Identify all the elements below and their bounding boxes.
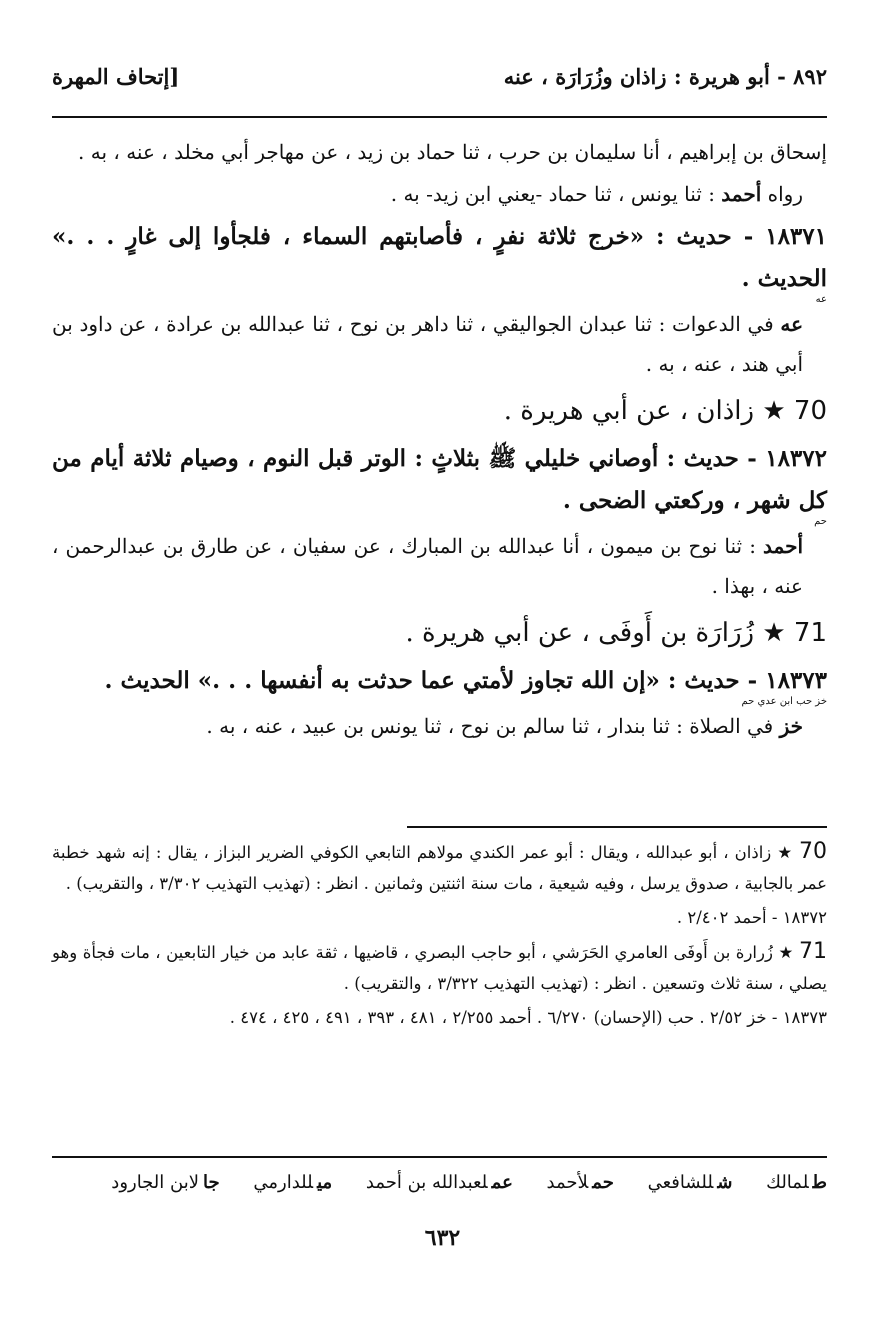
main-text <box>52 132 827 748</box>
legend-item <box>533 1172 614 1193</box>
paragraph-khuzayma <box>52 706 827 746</box>
chapter-title: زُرَارَة بن أَوفَى ، عن أبي هريرة . <box>405 618 763 648</box>
legend-code: ط <box>812 1172 827 1193</box>
header-book-title: [إتحاف المهرة <box>52 64 180 89</box>
star-icon: ★ <box>762 618 786 648</box>
footnote-70 <box>52 836 827 899</box>
legend-item <box>634 1172 733 1193</box>
legend-label: لعبدالله بن أحمد <box>365 1172 488 1193</box>
hadith-18372-text: ١٨٣٧٢ - حديث : أوصاني خليلي ﷺ بثلاثٍ : الوتر قبل النوم ، وصيام ثلاثة أيام من كل شهر ، وركعتي الضحى . <box>52 445 827 514</box>
legend-label: للشافعي <box>647 1172 714 1193</box>
star-icon: ★ <box>777 843 793 862</box>
star-icon: ★ <box>762 396 786 426</box>
legend-rule <box>52 1156 827 1158</box>
footnote-18372: ١٨٣٧٢ - أحمد ٢/٤٠٢ . <box>676 908 827 927</box>
legend-item <box>352 1172 513 1193</box>
source-code: عه <box>780 312 803 336</box>
hadith-18371 <box>52 216 827 306</box>
source-ahmad: أحمد <box>763 534 803 558</box>
hadith-18371-text: ١٨٣٧١ - حديث : «خرج ثلاثة نفرٍ ، فأصابتهم السماء ، فلجأوا إلى غارٍ . . .» الحديث . <box>52 223 827 292</box>
footnote-text: زاذان ، أبو عبدالله ، ويقال : أبو عمر الكندي مولاهم التابعي الكوفي الضرير البزاز ، يقال : إنه شهد خطبة عمر بالجابية ، صدوق يرسل ، وفيه شيعية ، مات سنة اثنتين وثمانين . انظر : (تهذيب التهذيب ٣/٣٠٢ ، والتقريب) . <box>52 843 827 893</box>
footnote-text: زُرارة بن أَوفَى العامري الحَرَشي ، أبو حاجب البصري ، قاضيها ، ثقة عابد من خيار التابعين ، مات فجأة وهو يصلي ، سنة ثلاث وتسعين . انظر : (تهذيب التهذيب ٣/٣٢٢ ، والتقريب) . <box>52 943 827 993</box>
legend-code: ش <box>717 1172 733 1193</box>
footnote-number: 70 <box>799 839 827 864</box>
hadith-18373 <box>52 660 827 708</box>
text-rest: في الدعوات : ثنا عبدان الجواليقي ، ثنا داهر بن نوح ، ثنا عبدالله بن عرادة ، عن داود بن أبي هند ، عنه ، به . <box>52 312 803 376</box>
paragraph-ahmad-2 <box>52 526 827 606</box>
legend-label: لمالك <box>766 1172 809 1193</box>
text-rest: في الصلاة : ثنا بندار ، ثنا سالم بن نوح ، ثنا يونس بن عبيد ، عنه ، به . <box>206 714 780 738</box>
chapter-heading-70 <box>52 386 827 436</box>
text-rest: : ثنا يونس ، ثنا حماد -يعني ابن زيد- به . <box>390 182 722 206</box>
footnote-number: 71 <box>798 939 827 964</box>
legend-label: للدارمي <box>253 1172 314 1193</box>
paragraph-ahmad-1 <box>52 174 827 214</box>
legend-item <box>239 1172 332 1193</box>
running-header <box>52 64 827 100</box>
abbreviation-legend <box>52 1168 827 1198</box>
chapter-number: 70 <box>793 396 827 426</box>
legend-item <box>97 1172 219 1193</box>
text-lead: رواه <box>761 182 803 206</box>
chapter-heading-71 <box>52 608 827 658</box>
header-rule <box>52 116 827 118</box>
hadith-18373-sources: خز حب ابن عدي حم <box>741 696 827 707</box>
source-code: خز <box>779 714 803 738</box>
paragraph-chain-2 <box>52 304 827 384</box>
legend-label: لابن الجارود <box>111 1172 199 1193</box>
source-ahmad: أحمد <box>721 182 762 206</box>
footnote-18373: ١٨٣٧٣ - خز ٢/٥٢ . حب (الإحسان) ٦/٢٧٠ . أحمد ٢/٢٥٥ ، ٤٨١ ، ٣٩٣ ، ٤٩١ ، ٤٢٥ ، ٤٧٤ . <box>229 1008 827 1027</box>
legend-code: عم <box>491 1172 513 1193</box>
header-section-title: ٨٩٢ - أبو هريرة : زاذان وزُرَارَة ، عنه <box>503 64 827 89</box>
chapter-number: 71 <box>793 618 827 648</box>
legend-item <box>752 1172 827 1193</box>
star-icon: ★ <box>778 943 794 962</box>
footnotes <box>52 836 827 1036</box>
legend-code: حم <box>592 1172 614 1193</box>
hadith-18372 <box>52 438 827 528</box>
hadith-18371-sources: عه <box>815 294 827 305</box>
hadith-18372-sources: حم <box>814 516 827 527</box>
legend-label: لأحمد <box>546 1172 589 1193</box>
hadith-18373-text: ١٨٣٧٣ - حديث : «إن الله تجاوز لأمتي عما حدثت به أنفسها . . .» الحديث . <box>104 667 827 694</box>
chapter-title: زاذان ، عن أبي هريرة . <box>503 396 763 426</box>
text-rest: : ثنا نوح بن ميمون ، أنا عبدالله بن المبارك ، عن سفيان ، عن طارق بن عبدالرحمن ، عنه ، بهذا . <box>52 534 803 598</box>
paragraph-chain-1: إسحاق بن إبراهيم ، أنا سليمان بن حرب ، ثنا حماد بن زيد ، عن مهاجر أبي مخلد ، عنه ، به . <box>78 140 827 164</box>
footnote-71 <box>52 936 827 999</box>
legend-code: جا <box>203 1172 220 1193</box>
page-number: ٦٣٢ <box>424 1225 461 1251</box>
legend-code: مي <box>317 1172 333 1193</box>
footnote-rule <box>407 826 827 828</box>
